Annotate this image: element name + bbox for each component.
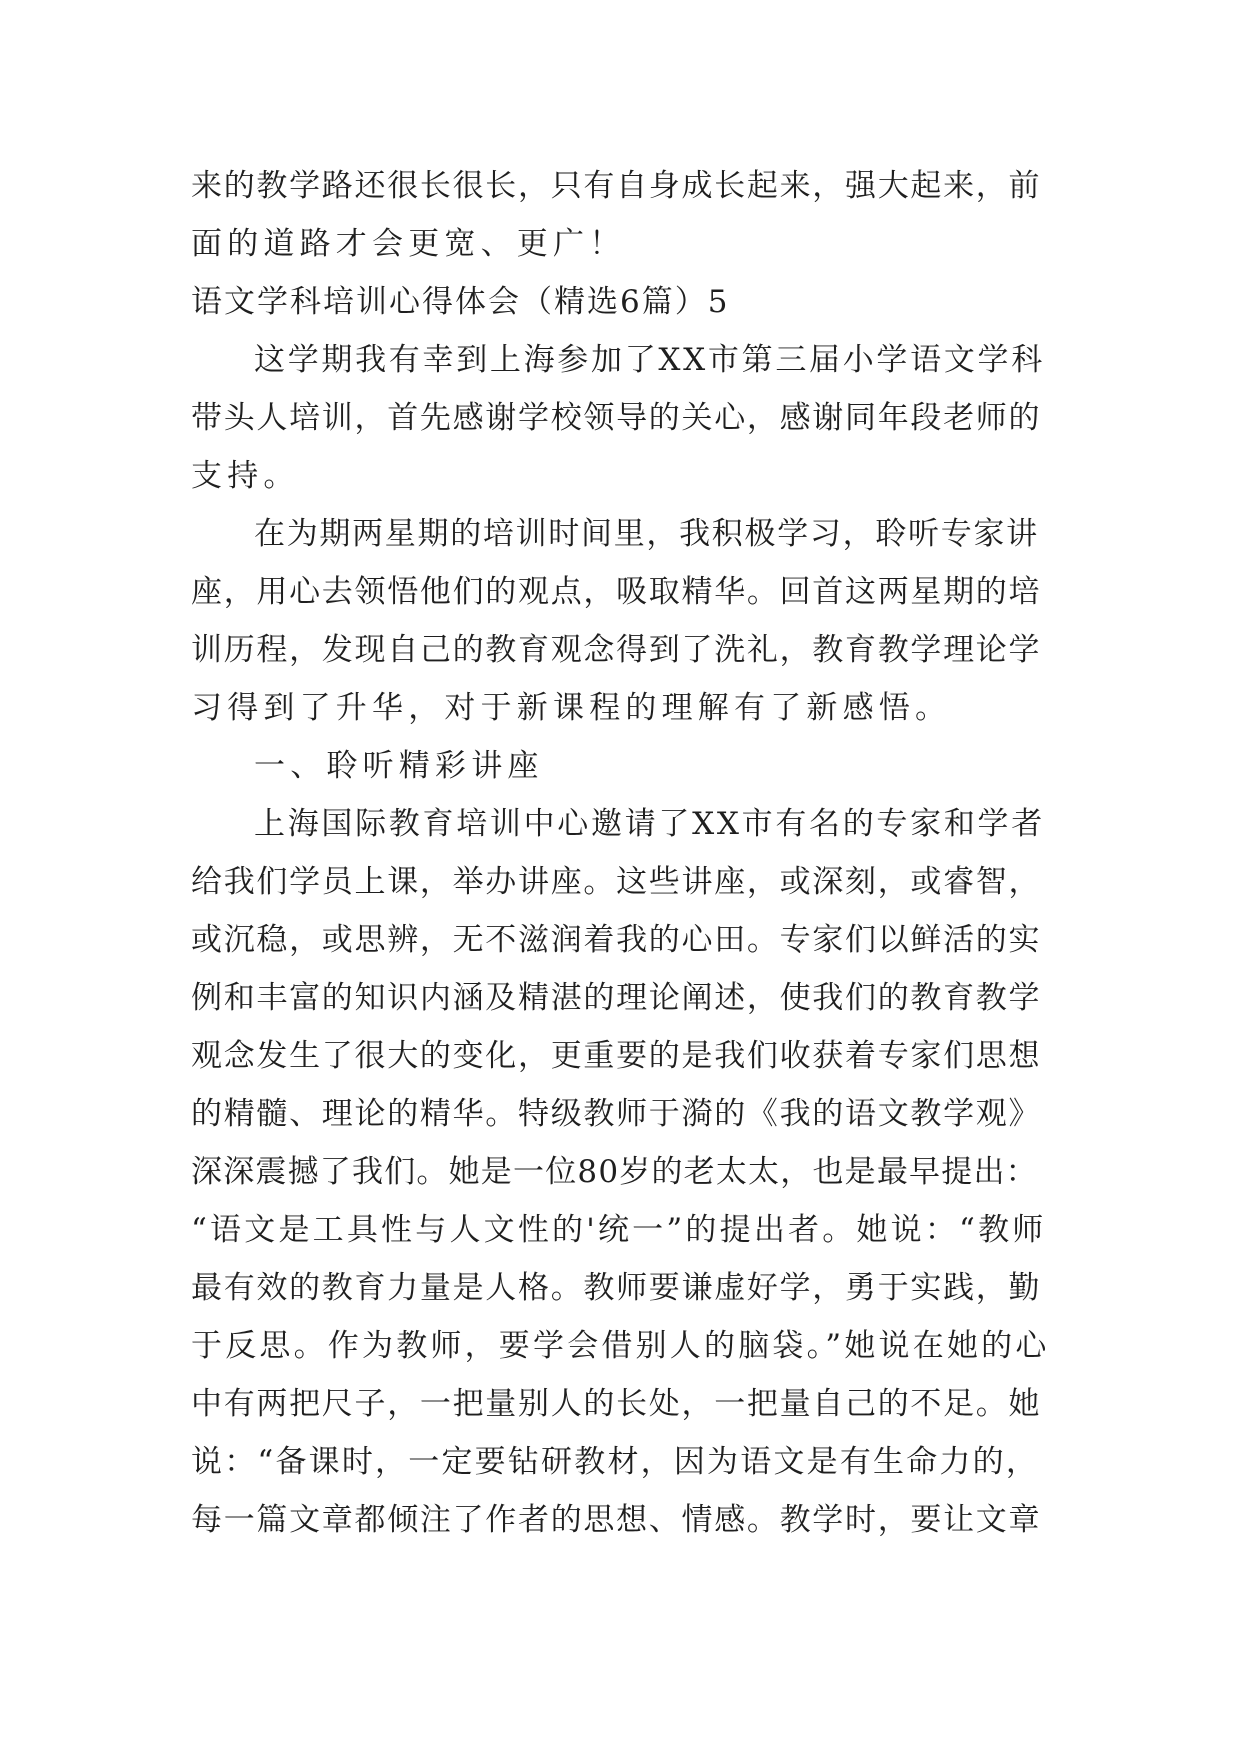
subheading: 一、聆听精彩讲座 <box>254 748 544 784</box>
text-line: 带头人培训，首先感谢学校领导的关心，感谢同年段老师的 <box>191 400 1042 436</box>
paragraph-first-line: 这学期我有幸到上海参加了XX市第三届小学语文学科 <box>254 342 1045 378</box>
text-line: 每一篇文章都倾注了作者的思想、情感。教学时，要让文章 <box>191 1502 1042 1538</box>
text-line: 座，用心去领悟他们的观点，吸取精华。回首这两星期的培 <box>191 574 1042 610</box>
section-title: 语文学科培训心得体会（精选6篇）5 <box>191 284 730 320</box>
text-line: 习得到了升华，对于新课程的理解有了新感悟。 <box>191 690 952 726</box>
paragraph-first-line: 上海国际教育培训中心邀请了XX市有名的专家和学者 <box>254 806 1045 842</box>
text-line: 支持。 <box>191 458 300 494</box>
text-line: 观念发生了很大的变化，更重要的是我们收获着专家们思想 <box>191 1038 1042 1074</box>
text-line: 深深震撼了我们。她是一位80岁的老太太，也是最早提出： <box>191 1154 1038 1190</box>
text-line: 中有两把尺子，一把量别人的长处，一把量自己的不足。她 <box>191 1386 1042 1422</box>
text-line: 或沉稳，或思辨，无不滋润着我的心田。专家们以鲜活的实 <box>191 922 1042 958</box>
text-line: 于反思。作为教师，要学会借别人的脑袋。”她说在她的心 <box>191 1328 1050 1364</box>
text-line: 例和丰富的知识内涵及精湛的理论阐述，使我们的教育教学 <box>191 980 1042 1016</box>
text-line: 给我们学员上课，举办讲座。这些讲座，或深刻，或睿智， <box>191 864 1042 900</box>
text-line: 面的道路才会更宽、更广！ <box>191 226 626 262</box>
text-line: 说：“备课时，一定要钻研教材，因为语文是有生命力的， <box>191 1444 1040 1480</box>
text-line: 训历程，发现自己的教育观念得到了洗礼，教育教学理论学 <box>191 632 1042 668</box>
text-line: 最有效的教育力量是人格。教师要谦虚好学，勇于实践，勤 <box>191 1270 1042 1306</box>
paragraph-first-line: 在为期两星期的培训时间里，我积极学习，聆听专家讲 <box>254 516 1039 552</box>
text-line: 来的教学路还很长很长，只有自身成长起来，强大起来，前 <box>191 168 1042 204</box>
text-line: “语文是工具性与人文性的'统一”的提出者。她说：“教师 <box>191 1212 1047 1248</box>
text-line: 的精髓、理论的精华。特级教师于漪的《我的语文教学观》 <box>191 1096 1042 1132</box>
